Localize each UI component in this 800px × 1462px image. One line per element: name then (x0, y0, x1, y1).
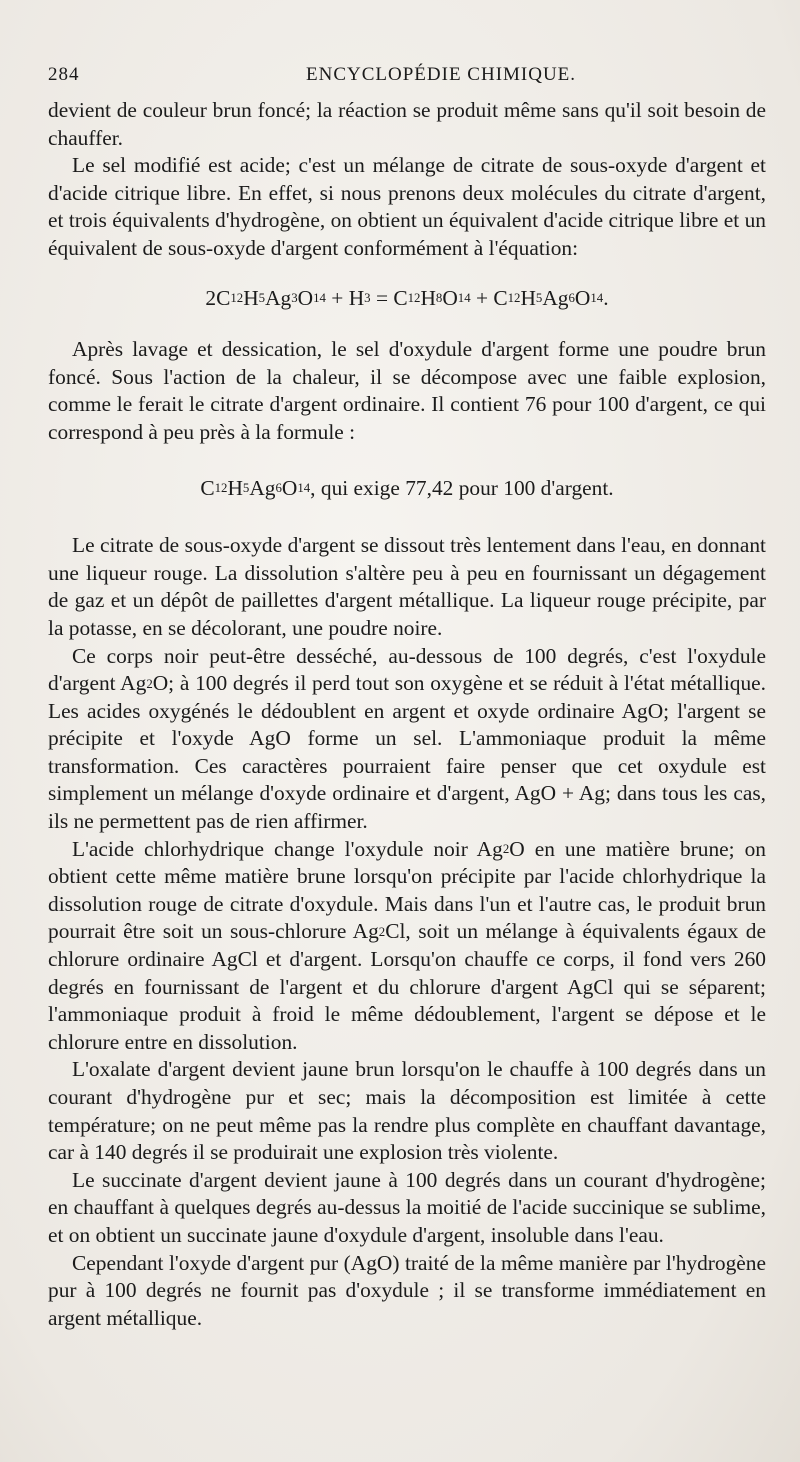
chemical-equation: $C^{12}H^5Ag^6O^{14}$, qui exige 77,42 pour 100 d'argent. (200, 475, 614, 500)
body-paragraph: Le citrate de sous-oxyde d'argent se dissout très lentement dans l'eau, en donnant une liqueur rouge. La dissolution s'altère peu à peu en fournissant un dégagement de gaz et un dépôt de paillettes d'argent métallique. La liqueur rouge précipite, par la potasse, en se décolorant, une poudre noire. (48, 533, 766, 640)
body-paragraph: L'oxalate d'argent devient jaune brun lorsqu'on le chauffe à 100 degrés dans un courant d'hydrogène pur et sec; mais la décomposition est limitée à cette température; on ne peut même pas la rendre plus complète en chauffant davantage, car à 140 degrés il se produirait une explosion très violente. (48, 1057, 766, 1165)
page-body-text (48, 97, 766, 1332)
body-paragraph: L'acide chlorhydrique change l'oxydule noir Ag$^2$O en une matière brune; on obtient cette même matière brune lorsqu'on précipite par l'acide chlorhydrique la dissolution rouge de citrate d'oxydule. Mais dans l'un et l'autre cas, le produit brun pourrait être soit un sous-chlorure Ag$^2$Cl, soit un mélange à équivalents égaux de chlorure ordinaire AgCl et d'argent. Lorsqu'on chauffe ce corps, il fond vers 260 degrés en fournissant de l'argent et du chlorure d'argent AgCl qui se séparent; l'ammoniaque produit à froid le même dédoublement, l'argent se dépose et le chlorure entre en dissolution. (48, 836, 766, 1054)
body-paragraph: Après lavage et dessication, le sel d'oxydule d'argent forme une poudre brun foncé. Sous l'action de la chaleur, il se décompose avec une faible explosion, comme le ferait le citrate d'argent ordinaire. Il contient 76 pour 100 d'argent, ce qui correspond à peu près à la formule : (48, 337, 766, 444)
running-title: ENCYCLOPÉDIE CHIMIQUE. (306, 64, 577, 85)
chemical-equation: $2C^{12}H^5Ag^3O^{14} + H^3 = C^{12}H^8O^{14} + C^{12}H^5Ag^6O^{14}$. (205, 285, 609, 310)
page-header (48, 64, 750, 90)
body-paragraph: devient de couleur brun foncé; la réaction se produit même sans qu'il soit besoin de chauffer. (48, 98, 766, 150)
body-paragraph: Le sel modifié est acide; c'est un mélange de citrate de sous-oxyde d'argent et d'acide citrique libre. En effet, si nous prenons deux molécules du citrate d'argent, et trois équivalents d'hydrogène, on obtient un équivalent d'acide citrique libre et un équivalent de sous-oxyde d'argent conformément à l'équation: (48, 153, 766, 260)
body-paragraph: Ce corps noir peut-être desséché, au-dessous de 100 degrés, c'est l'oxydule d'argent Ag$^2$O; à 100 degrés il perd tout son oxygène et se réduit à l'état métallique. Les acides oxygénés le dédoublent en argent et oxyde ordinaire AgO; l'argent se précipite et l'oxyde AgO forme un sel. L'ammoniaque produit la même transformation. Ces caractères pourraient faire penser que cet oxydule est simplement un mélange d'oxyde ordinaire et d'argent, AgO + Ag; dans tous les cas, ils ne permettent pas de rien affirmer. (48, 643, 767, 834)
page-number: 284 (48, 64, 80, 85)
body-paragraph: Cependant l'oxyde d'argent pur (AgO) traité de la même manière par l'hydrogène pur à 100 degrés ne fournit pas d'oxydule ; il se transforme immédiatement en argent métallique. (48, 1250, 766, 1330)
body-paragraph: Le succinate d'argent devient jaune à 100 degrés dans un courant d'hydrogène; en chauffant à quelques degrés au-dessus la moitié de l'acide succinique se sublime, et on obtient un succinate jaune d'oxydule d'argent, insoluble dans l'eau. (48, 1167, 766, 1247)
